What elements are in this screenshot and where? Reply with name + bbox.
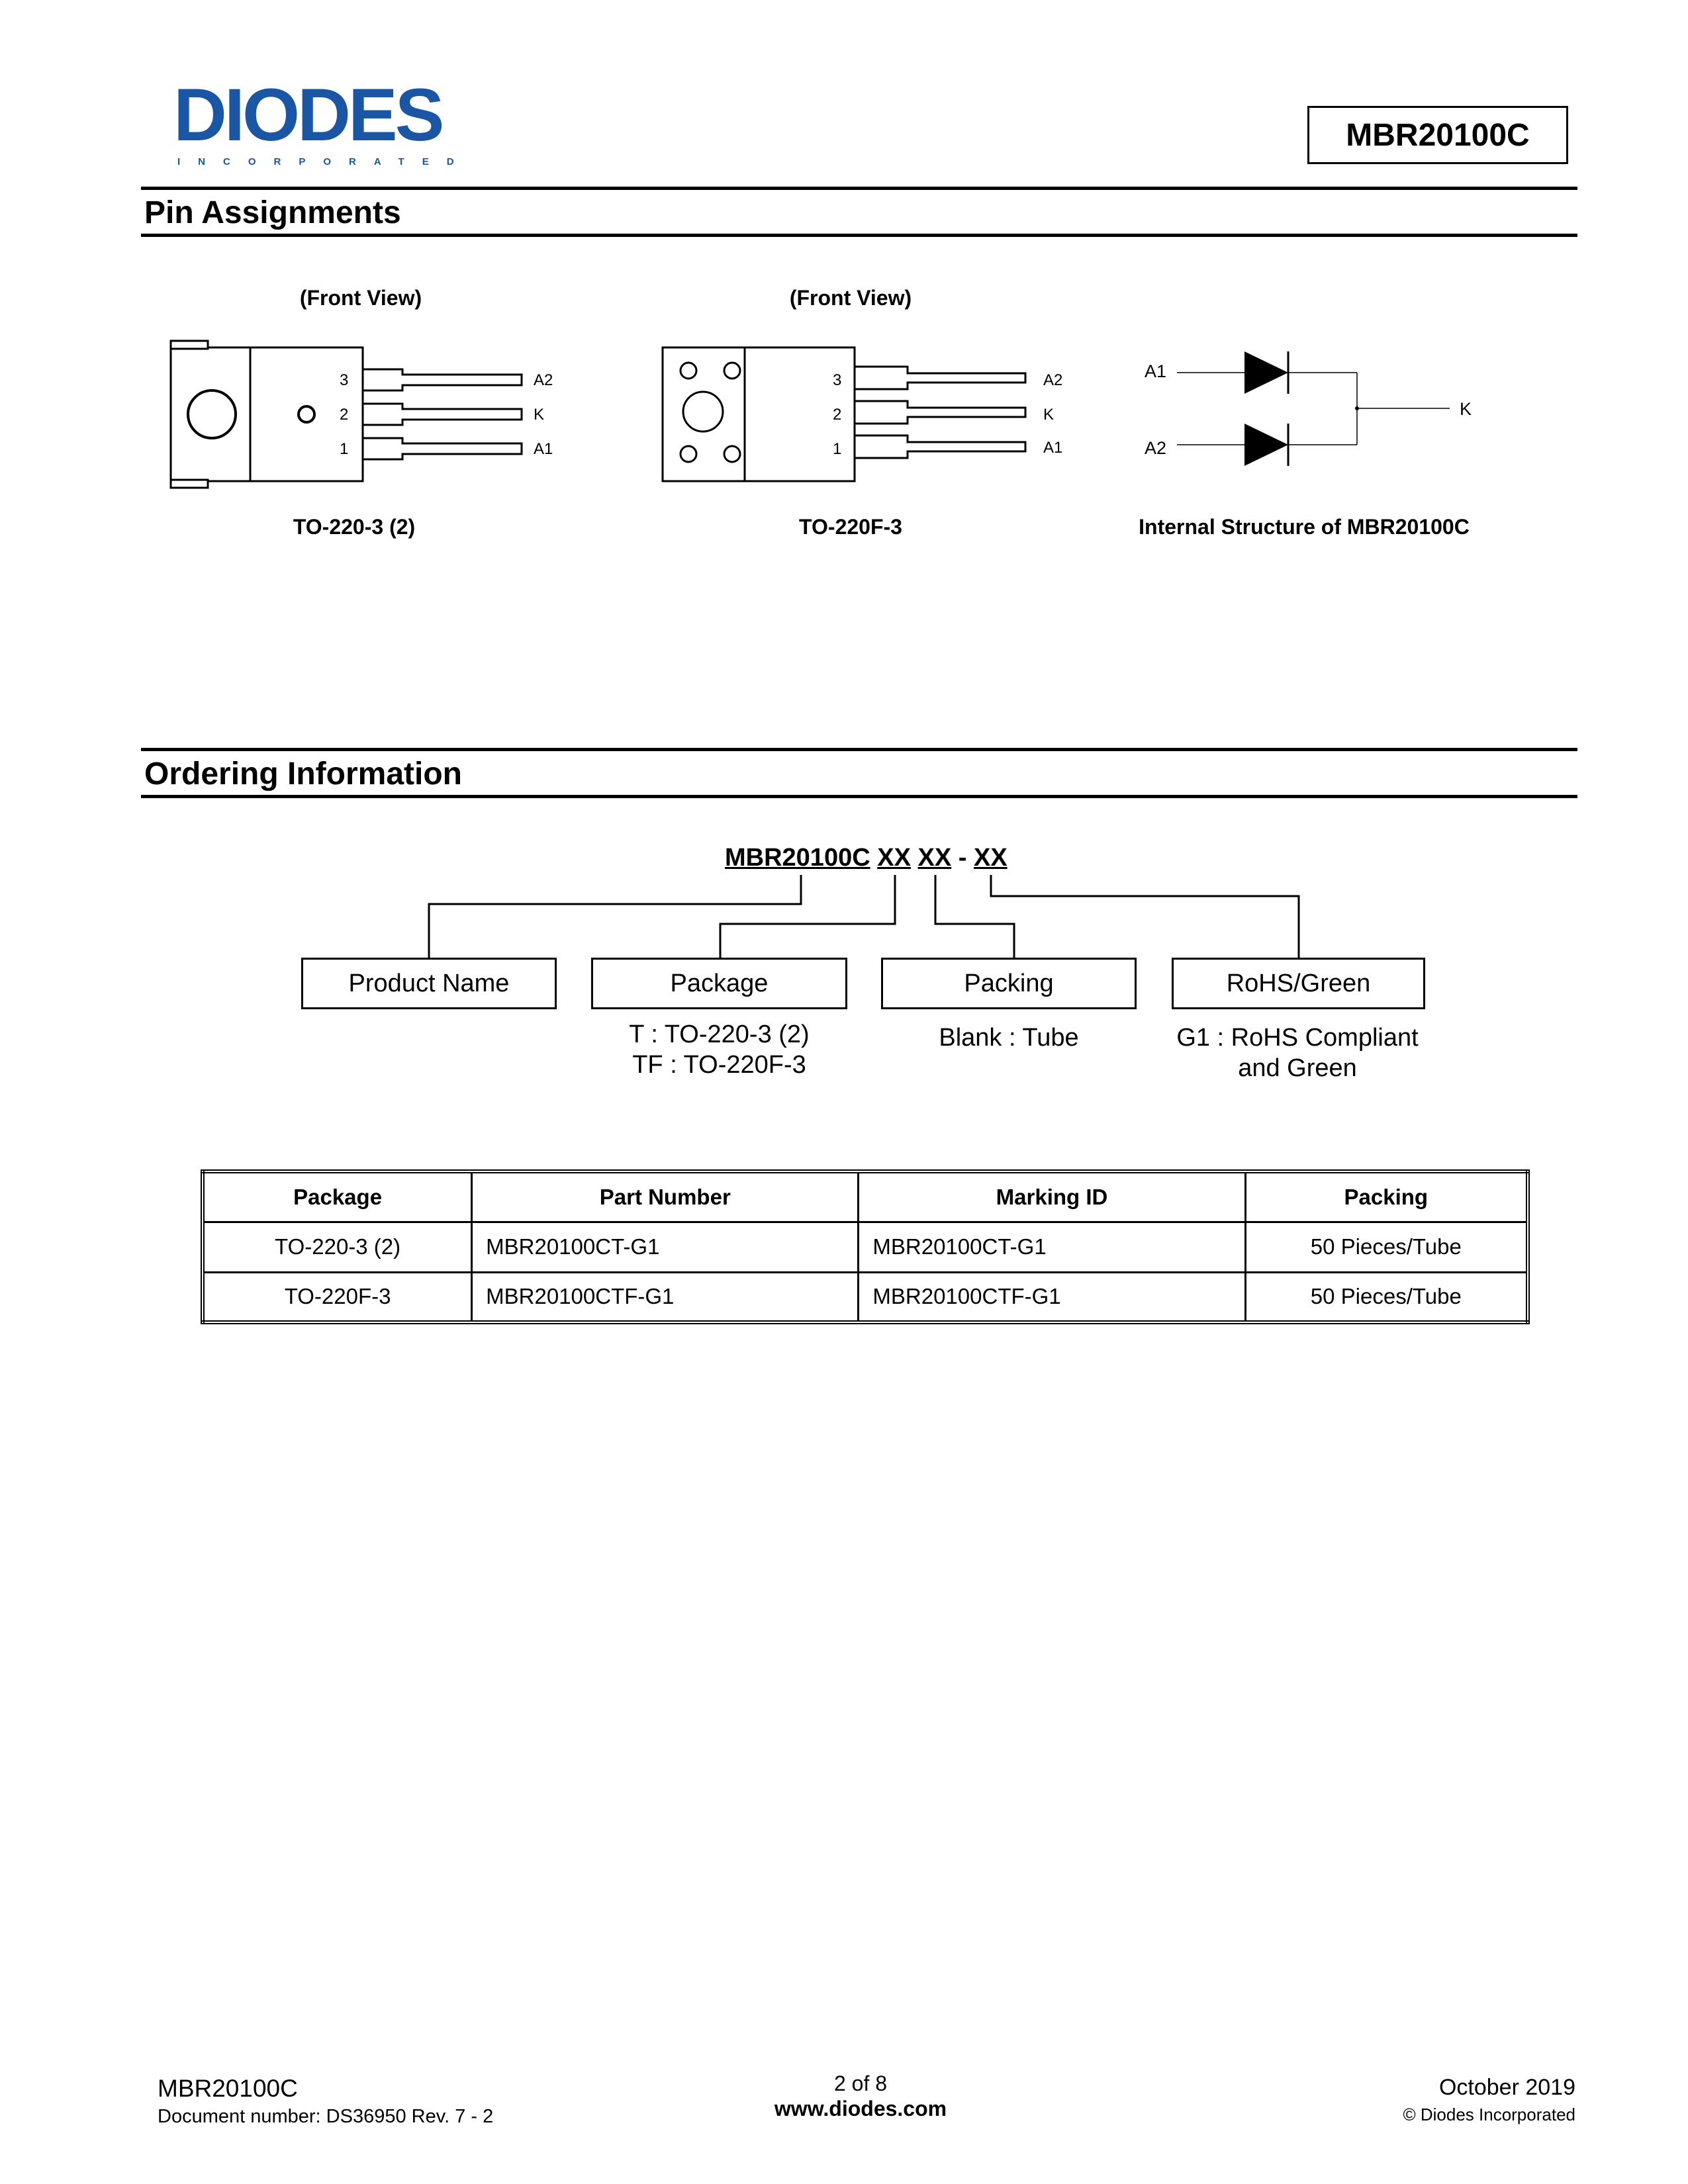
pkg1-caption: TO-220-3 (2) [293,515,416,539]
table-header: Packing [1245,1171,1528,1222]
company-logo-subtext: INCORPORATED [177,156,472,167]
table-cell: MBR20100CT-G1 [472,1222,859,1272]
package-desc-line: T : TO-220-3 (2) [629,1021,810,1048]
table-row [203,1222,1528,1272]
pkg2-caption: TO-220F-3 [799,515,902,539]
order-code-package: XX [877,844,911,872]
table-header-row [203,1171,1528,1222]
pkg2-pin-name: A1 [1043,439,1063,457]
table-cell: MBR20100CTF-G1 [472,1272,859,1322]
pkg2-pin-name: K [1043,406,1055,424]
order-code-packing: XX [917,844,952,872]
rohs-description [1152,1023,1443,1083]
rohs-desc-line: and Green [1238,1054,1357,1082]
rohs-box: RoHS/Green [1172,958,1425,1009]
pkg2-pin-number: 2 [833,406,842,424]
table-header: Marking ID [859,1171,1245,1222]
package-description [591,1019,847,1080]
pkg1-pin-name: A2 [534,371,553,389]
table-cell: MBR20100CT-G1 [859,1222,1245,1272]
packing-description [881,1023,1137,1053]
pkg1-pin-number: 3 [340,371,349,389]
table-cell: TO-220F-3 [203,1272,472,1322]
pkg1-pin-number: 2 [340,406,349,424]
rohs-desc-line: G1 : RoHS Compliant [1176,1024,1419,1052]
package-desc-line: TF : TO-220F-3 [632,1051,806,1079]
packing-box: Packing [881,958,1137,1009]
ordering-title: Ordering Information [144,756,462,792]
internal-label-k: K [1460,399,1472,419]
table-cell: 50 Pieces/Tube [1245,1222,1528,1272]
pkg1-pin-number: 1 [340,440,349,458]
order-code-dash: - [958,844,967,872]
pkg2-pin-number: 1 [833,440,842,458]
pin-assignments-title: Pin Assignments [144,195,401,230]
table-row [203,1272,1528,1322]
table-cell: TO-220-3 (2) [203,1222,472,1272]
product-name-box: Product Name [301,958,557,1009]
table-cell: 50 Pieces/Tube [1245,1272,1528,1322]
footer-copyright: © Diodes Incorporated [1403,2105,1575,2124]
footer-part-number: MBR20100C [158,2075,298,2102]
footer-date: October 2019 [1438,2075,1575,2100]
footer-website-link[interactable]: www.diodes.com [774,2097,947,2120]
table-cell: MBR20100CTF-G1 [859,1272,1245,1322]
package-box: Package [591,958,847,1009]
pkg2-view-label: (Front View) [789,286,912,310]
pkg2-pin-number: 3 [833,371,842,389]
packing-desc-line: Blank : Tube [939,1024,1079,1052]
internal-caption: Internal Structure of MBR20100C [1139,515,1470,539]
footer-doc-number: Document number: DS36950 Rev. 7 - 2 [158,2106,494,2127]
header-part-number: MBR20100C [1307,106,1568,164]
table-header: Package [203,1171,472,1222]
company-logo: DIODES [173,73,442,156]
pkg1-view-label: (Front View) [299,286,422,310]
pkg1-pin-name: K [534,406,545,424]
internal-label-a1: A1 [1145,361,1167,381]
ordering-connectors [0,0,1688,993]
internal-label-a2: A2 [1145,438,1167,458]
ordering-table [201,1169,1530,1324]
pkg1-pin-name: A1 [534,440,553,458]
order-code-rohs: XX [973,844,1008,872]
table-header: Part Number [472,1171,859,1222]
pkg2-pin-name: A2 [1043,371,1063,389]
footer-page-number: 2 of 8 [833,2071,888,2095]
order-code-base: MBR20100C [725,844,870,872]
